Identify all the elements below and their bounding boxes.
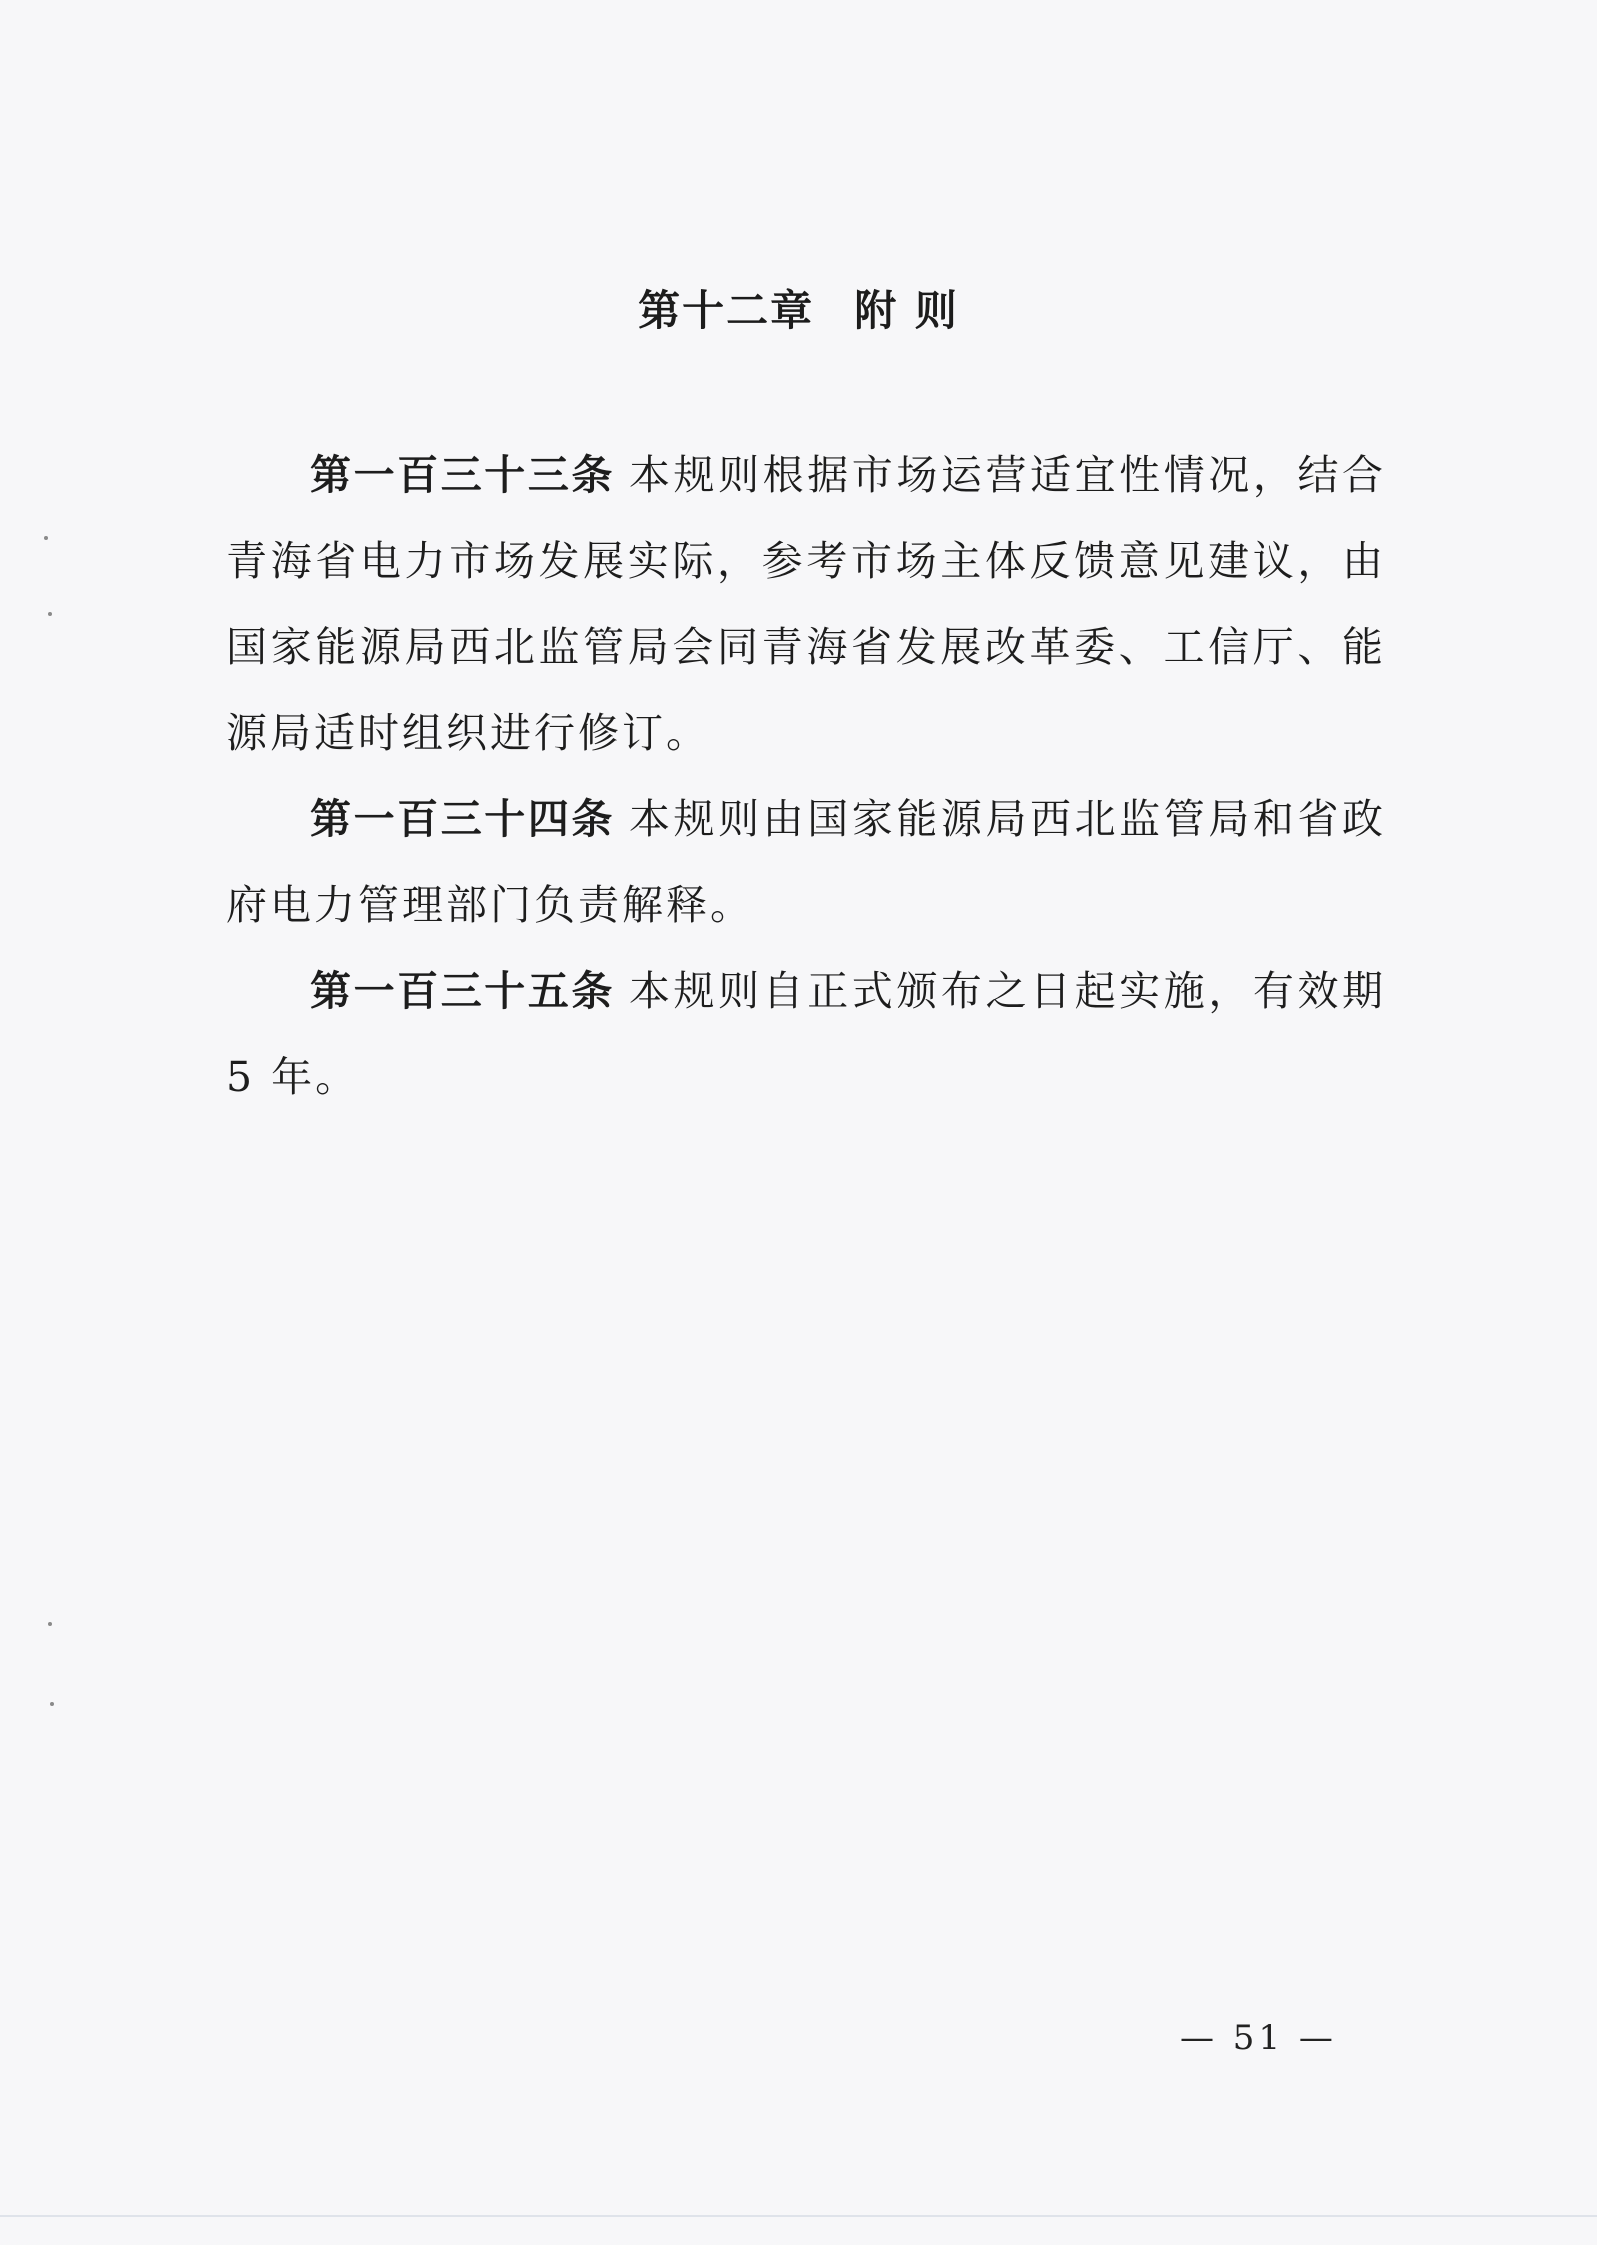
binding-hole-mark [48, 1622, 52, 1626]
page-number: — 51 — [1180, 2018, 1337, 2058]
article-number: 第一百三十四条 [310, 795, 615, 843]
document-body [226, 432, 1386, 1120]
article-text: 本规则由国家能源局西北监管局和省政府电力管理部门负责解释。 [226, 795, 1387, 929]
binding-hole-mark [50, 1702, 54, 1706]
page-edge-line [0, 2215, 1597, 2217]
article-text: 本规则根据市场运营适宜性情况，结合青海省电力市场发展实际，参考市场主体反馈意见建议，由国家能源局西北监管局会同青海省发展改革委、工信厅、能源局适时组织进行修订。 [226, 451, 1387, 757]
chapter-number: 第十二章 [638, 286, 815, 335]
article-paragraph [226, 776, 1386, 948]
chapter-title: 附 则 [854, 286, 959, 335]
article-number: 第一百三十三条 [310, 451, 615, 499]
article-paragraph [226, 432, 1386, 776]
chapter-heading [0, 278, 1597, 338]
article-text: 本规则自正式颁布之日起实施，有效期 5 年。 [226, 967, 1387, 1101]
binding-hole-mark [48, 612, 52, 616]
article-paragraph [226, 948, 1386, 1120]
binding-hole-mark [44, 536, 48, 540]
article-number: 第一百三十五条 [310, 967, 615, 1015]
